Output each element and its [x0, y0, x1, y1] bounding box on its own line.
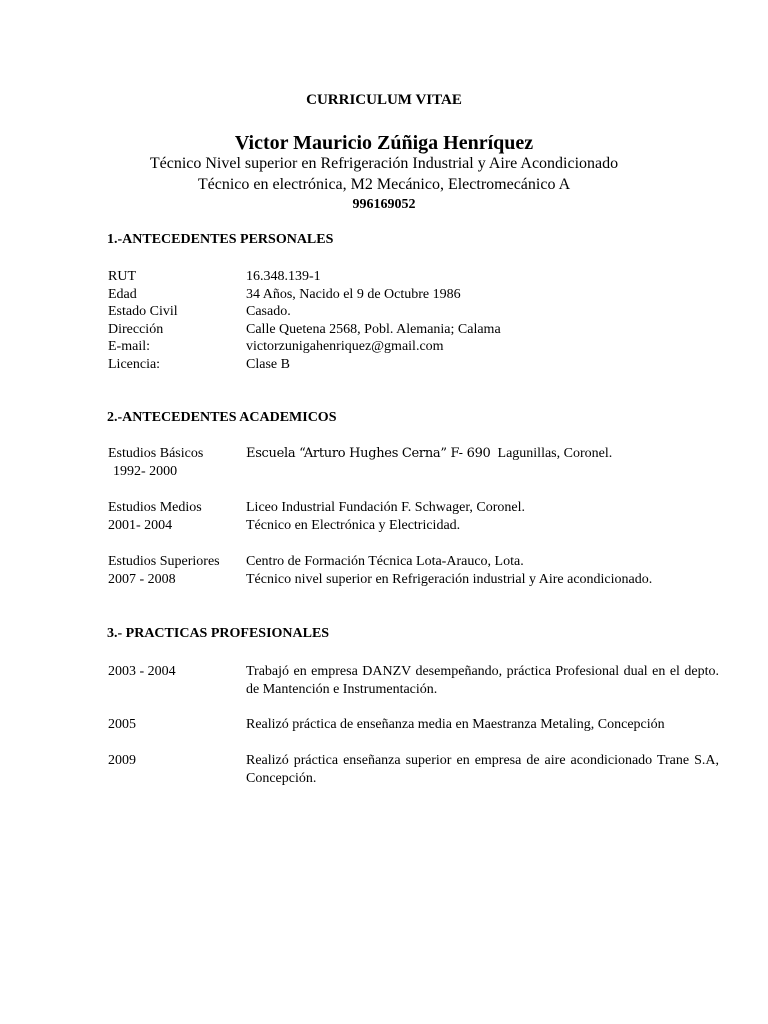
practice-description: Trabajó en empresa DANZV desempeñando, práctica Profesional dual en el depto. de Mantención e Instrumentación.	[246, 664, 719, 697]
personal-value: Clase B	[246, 357, 290, 372]
practice-description: Realizó práctica enseñanza superior en empresa de aire acondicionado Trane S.A, Concepción.	[246, 753, 719, 786]
document-title: CURRICULUM VITAE	[306, 92, 462, 108]
academic-label: Estudios Básicos	[108, 446, 204, 461]
academic-label: Estudios Superiores	[108, 554, 220, 569]
personal-label: Estado Civil	[108, 304, 178, 319]
academic-degree: Técnico nivel superior en Refrigeración industrial y Aire acondicionado.	[246, 572, 653, 587]
email-value: victorzunigahenriquez@gmail.com	[246, 339, 444, 354]
personal-label: E-mail:	[108, 339, 150, 354]
personal-label: Edad	[108, 286, 137, 302]
section-title-practices: 3.- PRACTICAS PROFESIONALES	[107, 626, 330, 641]
academic-institution: Liceo Industrial Fundación F. Schwager, Coronel.	[246, 500, 526, 515]
academic-institution	[246, 445, 719, 463]
academic-institution: Centro de Formación Técnica Lota-Arauco, Lota.	[246, 554, 524, 569]
personal-value: 34 Años, Nacido el 9 de Octubre 1986	[246, 286, 461, 302]
academic-period: 2001- 2004	[108, 518, 173, 533]
practice-period: 2005	[108, 717, 136, 732]
profession-line-2: Técnico en electrónica, M2 Mecánico, Electromecánico A	[197, 176, 571, 193]
personal-label: RUT	[108, 269, 136, 284]
personal-value: Casado.	[246, 304, 291, 319]
academic-degree: Técnico en Electrónica y Electricidad.	[246, 518, 461, 533]
personal-value: 16.348.139-1	[246, 269, 321, 284]
candidate-name: Victor Mauricio Zúñiga Henríquez	[234, 132, 534, 154]
school-location: Lagunillas, Coronel.	[497, 446, 613, 461]
academic-period: 1992- 2000	[113, 464, 178, 479]
personal-value: Calle Quetena 2568, Pobl. Alemania; Calama	[246, 321, 501, 337]
practice-description: Realizó práctica de enseñanza media en Maestranza Metaling, Concepción	[246, 717, 665, 732]
phone-number: 996169052	[352, 197, 416, 212]
personal-label: Licencia:	[108, 357, 161, 372]
personal-label: Dirección	[108, 321, 164, 337]
academic-label: Estudios Medios	[108, 500, 202, 515]
section-title-personal: 1.-ANTECEDENTES PERSONALES	[107, 232, 334, 247]
section-title-academic: 2.-ANTECEDENTES ACADEMICOS	[107, 410, 337, 425]
practice-period: 2003 - 2004	[108, 664, 176, 679]
school-name: Escuela “Arturo Hughes Cerna” F- 690	[246, 446, 491, 461]
practice-period: 2009	[108, 753, 136, 768]
profession-line-1: Técnico Nivel superior en Refrigeración Industrial y Aire Acondicionado	[149, 155, 619, 172]
academic-period: 2007 - 2008	[108, 572, 176, 587]
